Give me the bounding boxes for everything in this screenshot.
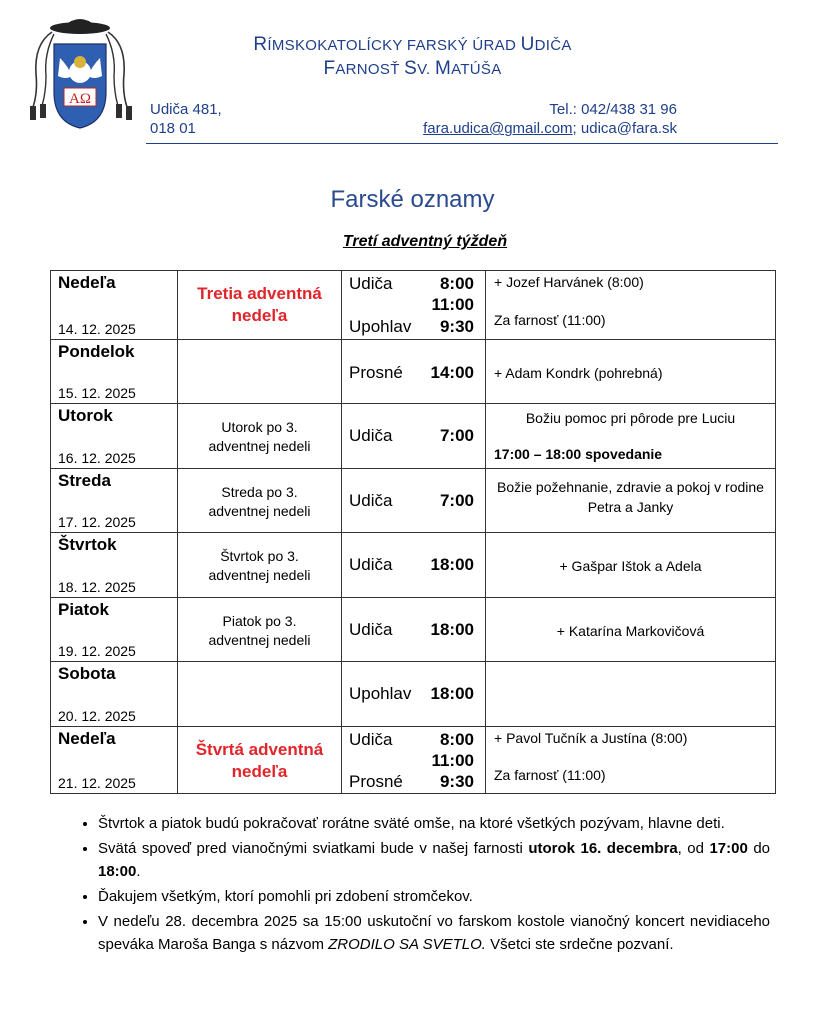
table-row [51,662,776,727]
day-name: Štvrtok [58,535,117,554]
shield-icon [54,44,106,128]
coat-of-arms-logo [24,14,136,132]
day-date: 15. 12. 2025 [58,385,136,401]
mass-times: Udiča 18:00 [342,533,486,598]
email-link-gmail[interactable]: fara.udica@gmail.com [423,120,573,137]
list-item: • Ďakujem všetkým, ktorí pomohli pri zdobení stromčekov. [98,885,770,908]
mass-times: Udiča 18:00 [342,598,486,662]
table-row [51,727,776,794]
day-name: Nedeľa [58,273,116,292]
mass-times: Udiča 8:00 11:00 Upohlav 9:30 [342,271,486,340]
day-name: Streda [58,471,111,490]
feast-label: Streda po 3. adventnej nedeli [208,484,311,519]
feast-label: Tretia adventná nedeľa [197,284,322,325]
week-title: Tretí adventný týždeň [342,233,508,250]
address-line-2: 018 01 [150,120,196,137]
list-item: • V nedeľu 28. decembra 2025 sa 15:00 uskutoční vo farskom kostole vianočný koncert nevidiaceho speváka Maroša Banga s názvom ZRODILO SA SVETLO. Všetci ste srdečne pozvaní. [98,910,770,956]
mass-intentions: + Pavol Tučník a Justína (8:00) Za farnosť (11:00) [486,727,776,794]
mass-times: Udiča 8:00 11:00 Prosné 9:30 [342,727,486,794]
page-title: Farské oznamy [330,186,495,213]
table-row [51,271,776,340]
phone-number: Tel.: 042/438 31 96 [549,101,677,118]
mass-times: Prosné 14:00 [342,340,486,404]
address-line-1: Udiča 481, [150,101,222,118]
day-name: Nedeľa [58,729,116,748]
list-item: • Svätá spoveď pred vianočnými sviatkami bude v našej farnosti utorok 16. decembra, od 17:00 do 18:00. [98,837,770,883]
email-fara: udica@fara.sk [580,120,677,137]
mass-times: Udiča 7:00 [342,469,486,533]
feast-label: Utorok po 3. adventnej nedeli [208,419,311,454]
feast-label: Štvrtok po 3. adventnej nedeli [208,548,311,583]
parish-name-title: FARNOSŤ SV. MATÚŠA [323,58,502,79]
day-name: Utorok [58,406,113,425]
mass-schedule-table [50,270,776,794]
mass-intentions: Božie požehnanie, zdravie a pokoj v rodine Petra a Janky [486,469,776,533]
galero-hat-icon [50,19,110,34]
header-divider [146,143,778,144]
table-row [51,340,776,404]
day-date: 19. 12. 2025 [58,643,136,659]
day-date: 17. 12. 2025 [58,514,136,530]
day-date: 20. 12. 2025 [58,708,136,724]
day-date: 21. 12. 2025 [58,775,136,791]
mass-intentions: + Jozef Harvánek (8:00) Za farnosť (11:00) [486,271,776,340]
mass-intentions: + Gašpar Ištok a Adela [486,533,776,598]
day-name: Pondelok [58,342,135,361]
table-row [51,404,776,469]
day-date: 18. 12. 2025 [58,579,136,595]
list-item: • Štvrtok a piatok budú pokračovať rorátne sväté omše, na ktoré všetkých pozývam, hlavne deti. [98,812,770,835]
mass-intentions: Božiu pomoc pri pôrode pre Luciu 17:00 – 18:00 spovedanie [486,404,776,469]
mass-times: Upohlav 18:00 [342,662,486,727]
day-date: 14. 12. 2025 [58,321,136,337]
table-row [51,469,776,533]
day-name: Piatok [58,600,110,619]
mass-intentions: + Katarína Markovičová [486,598,776,662]
day-date: 16. 12. 2025 [58,450,136,466]
svg-text:AΩ: AΩ [69,91,91,107]
mass-intentions [486,662,776,727]
table-row [51,598,776,662]
table-row [51,533,776,598]
day-name: Sobota [58,664,116,683]
feast-label: Piatok po 3. adventnej nedeli [208,613,311,648]
email-contacts: fara.udica@gmail.com; udica@fara.sk [423,120,677,137]
announcement-list [58,812,770,958]
mass-times: Udiča 7:00 [342,404,486,469]
mass-intentions: + Adam Kondrk (pohrebná) [486,340,776,404]
parish-office-title: RÍMSKOKATOLÍCKY FARSKÝ ÚRAD UDIČA [253,34,572,55]
feast-label: Štvrtá adventná nedeľa [195,740,324,781]
